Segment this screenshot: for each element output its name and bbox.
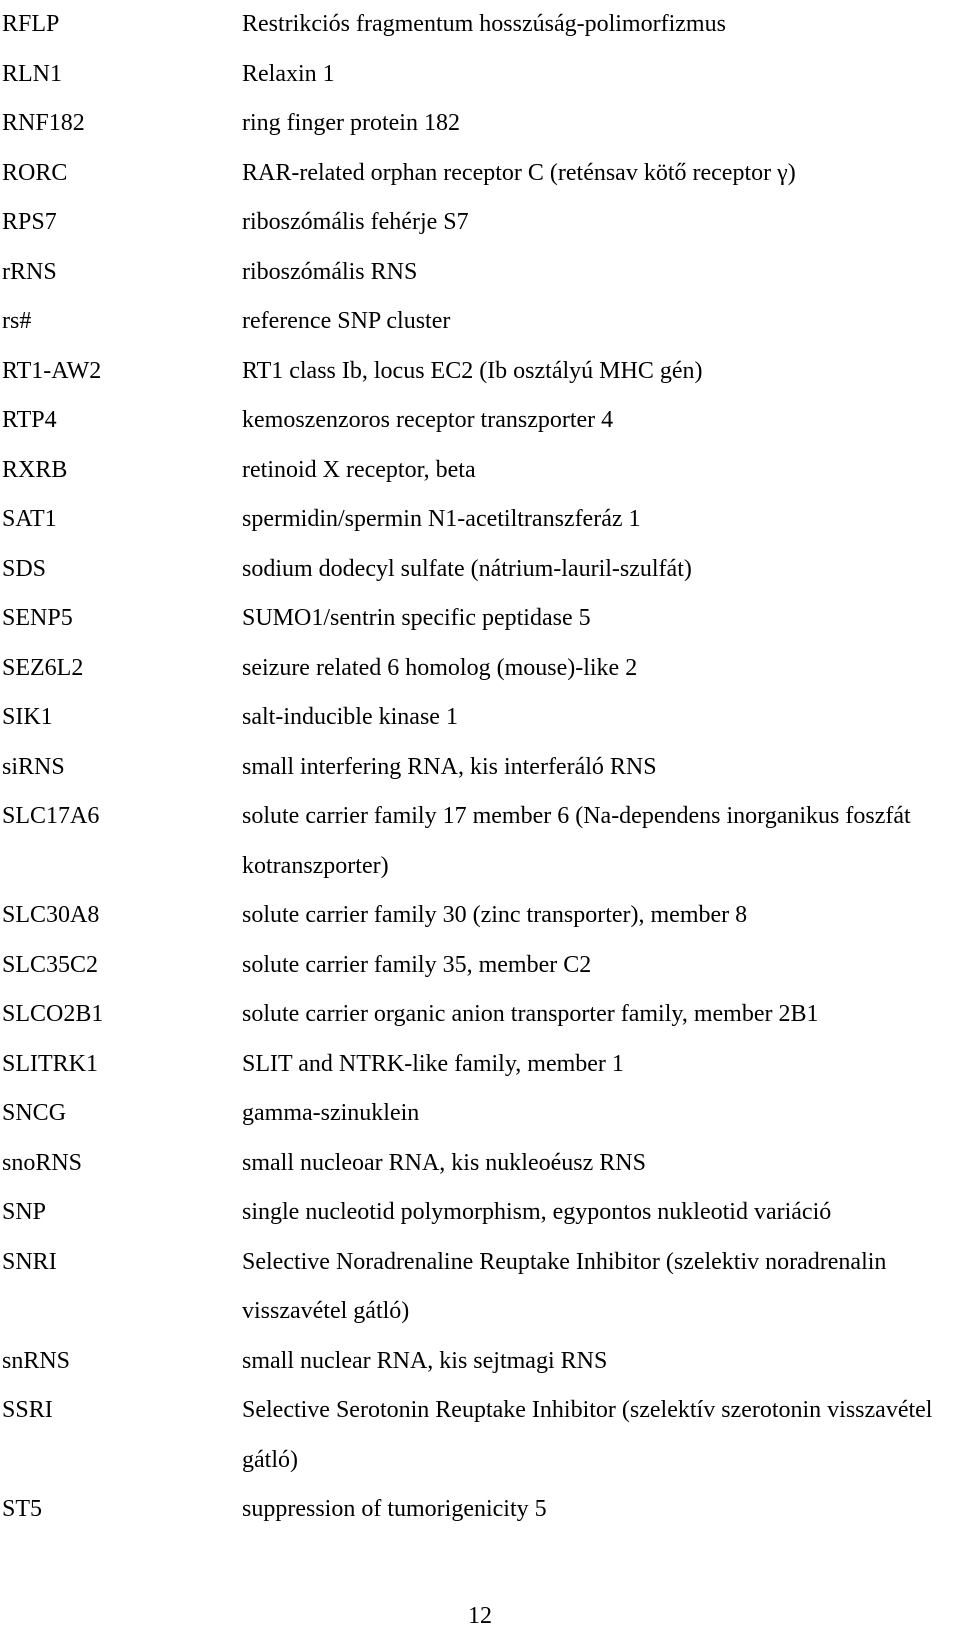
definition: salt-inducible kinase 1 <box>242 704 458 730</box>
definition: solute carrier family 30 (zinc transporter), member 8 <box>242 902 748 928</box>
abbreviation: SLITRK1 <box>2 1050 98 1077</box>
list-item <box>2 396 957 446</box>
list-item <box>2 891 957 941</box>
abbreviation: SLC30A8 <box>2 902 100 928</box>
definition: RT1 class Ib, locus EC2 (Ib osztályú MHC gén) <box>242 357 703 384</box>
definition: riboszómális RNS <box>242 258 418 285</box>
list-item <box>2 1337 957 1387</box>
definition: suppression of tumorigenicity 5 <box>242 1496 547 1522</box>
abbreviation: RTP4 <box>2 407 57 433</box>
abbreviation: SNCG <box>2 1100 67 1126</box>
abbreviation: SAT1 <box>2 506 57 532</box>
definition: RAR-related orphan receptor C (reténsav kötő receptor γ) <box>242 159 796 186</box>
abbreviation: SNRI <box>2 1248 57 1275</box>
abbreviation: RORC <box>2 159 68 186</box>
definition: Selective Noradrenaline Reuptake Inhibitor (szelektiv noradrenalin visszavétel gátló) <box>242 1248 887 1324</box>
definition: single nucleotid polymorphism, egypontos nukleotid variáció <box>242 1199 832 1225</box>
definition: gamma-szinuklein <box>242 1100 420 1126</box>
abbreviation: SENP5 <box>2 605 73 631</box>
abbreviation: RNF182 <box>2 110 85 136</box>
list-item <box>2 545 957 595</box>
list-item <box>2 1485 957 1535</box>
definition: Restrikciós fragmentum hosszúság-polimorfizmus <box>242 11 726 37</box>
definition: retinoid X receptor, beta <box>242 456 476 483</box>
list-item <box>2 1040 957 1090</box>
abbreviation: SNP <box>2 1199 47 1225</box>
list-item <box>2 1386 957 1485</box>
definition: reference SNP cluster <box>242 308 451 334</box>
list-item <box>2 297 957 347</box>
abbreviation: RPS7 <box>2 209 57 235</box>
definition: small interfering RNA, kis interferáló RNS <box>242 753 657 780</box>
abbreviation: SEZ6L2 <box>2 654 84 681</box>
definition: ring finger protein 182 <box>242 110 460 136</box>
list-item <box>2 495 957 545</box>
definition: SUMO1/sentrin specific peptidase 5 <box>242 605 591 631</box>
list-item <box>2 1089 957 1139</box>
definition: seizure related 6 homolog (mouse)-like 2 <box>242 654 638 681</box>
abbreviation: SSRI <box>2 1397 53 1423</box>
list-item <box>2 1238 957 1337</box>
list-item <box>2 446 957 496</box>
list-item <box>2 149 957 199</box>
definition: kemoszenzoros receptor transzporter 4 <box>242 407 614 433</box>
list-item <box>2 99 957 149</box>
definition: small nucleoar RNA, kis nukleoéusz RNS <box>242 1149 646 1176</box>
definition: riboszómális fehérje S7 <box>242 209 469 235</box>
definition: Selective Serotonin Reuptake Inhibitor (szelektív szerotonin visszavétel gátló) <box>242 1397 933 1473</box>
page-number: 12 <box>468 1603 492 1629</box>
abbreviation: SLC35C2 <box>2 951 99 978</box>
abbreviation: siRNS <box>2 753 65 780</box>
abbreviation: SLC17A6 <box>2 803 100 829</box>
definition: SLIT and NTRK-like family, member 1 <box>242 1050 624 1077</box>
list-item <box>2 941 957 991</box>
abbreviation: SLCO2B1 <box>2 1001 104 1027</box>
abbreviation: rRNS <box>2 258 57 285</box>
abbreviation: RXRB <box>2 456 68 483</box>
list-item <box>2 347 957 397</box>
abbreviation: rs# <box>2 308 32 334</box>
definition: solute carrier organic anion transporter family, member 2B1 <box>242 1001 819 1027</box>
list-item <box>2 1139 957 1189</box>
list-item <box>2 693 957 743</box>
list-item <box>2 792 957 891</box>
list-item <box>2 594 957 644</box>
definition: small nuclear RNA, kis sejtmagi RNS <box>242 1347 608 1374</box>
abbreviation: RLN1 <box>2 60 62 87</box>
list-item <box>2 644 957 694</box>
list-item <box>2 198 957 248</box>
list-item <box>2 0 957 50</box>
list-item <box>2 248 957 298</box>
list-item <box>2 50 957 100</box>
abbreviation: snRNS <box>2 1347 71 1374</box>
abbreviation: SIK1 <box>2 704 53 730</box>
definition: solute carrier family 35, member C2 <box>242 951 592 978</box>
list-item <box>2 1188 957 1238</box>
definition: sodium dodecyl sulfate (nátrium-lauril-szulfát) <box>242 555 692 582</box>
list-item <box>2 990 957 1040</box>
abbreviation: snoRNS <box>2 1149 83 1176</box>
definition: Relaxin 1 <box>242 60 335 87</box>
abbreviation: ST5 <box>2 1496 43 1522</box>
abbreviation: SDS <box>2 555 47 582</box>
definition: spermidin/spermin N1-acetiltranszferáz 1 <box>242 506 641 532</box>
abbreviation: RT1-AW2 <box>2 357 102 384</box>
abbreviation: RFLP <box>2 11 60 37</box>
list-item <box>2 743 957 793</box>
abbreviation-list <box>2 0 957 1535</box>
definition: solute carrier family 17 member 6 (Na-dependens inorganikus foszfát kotranszporter) <box>242 803 911 879</box>
